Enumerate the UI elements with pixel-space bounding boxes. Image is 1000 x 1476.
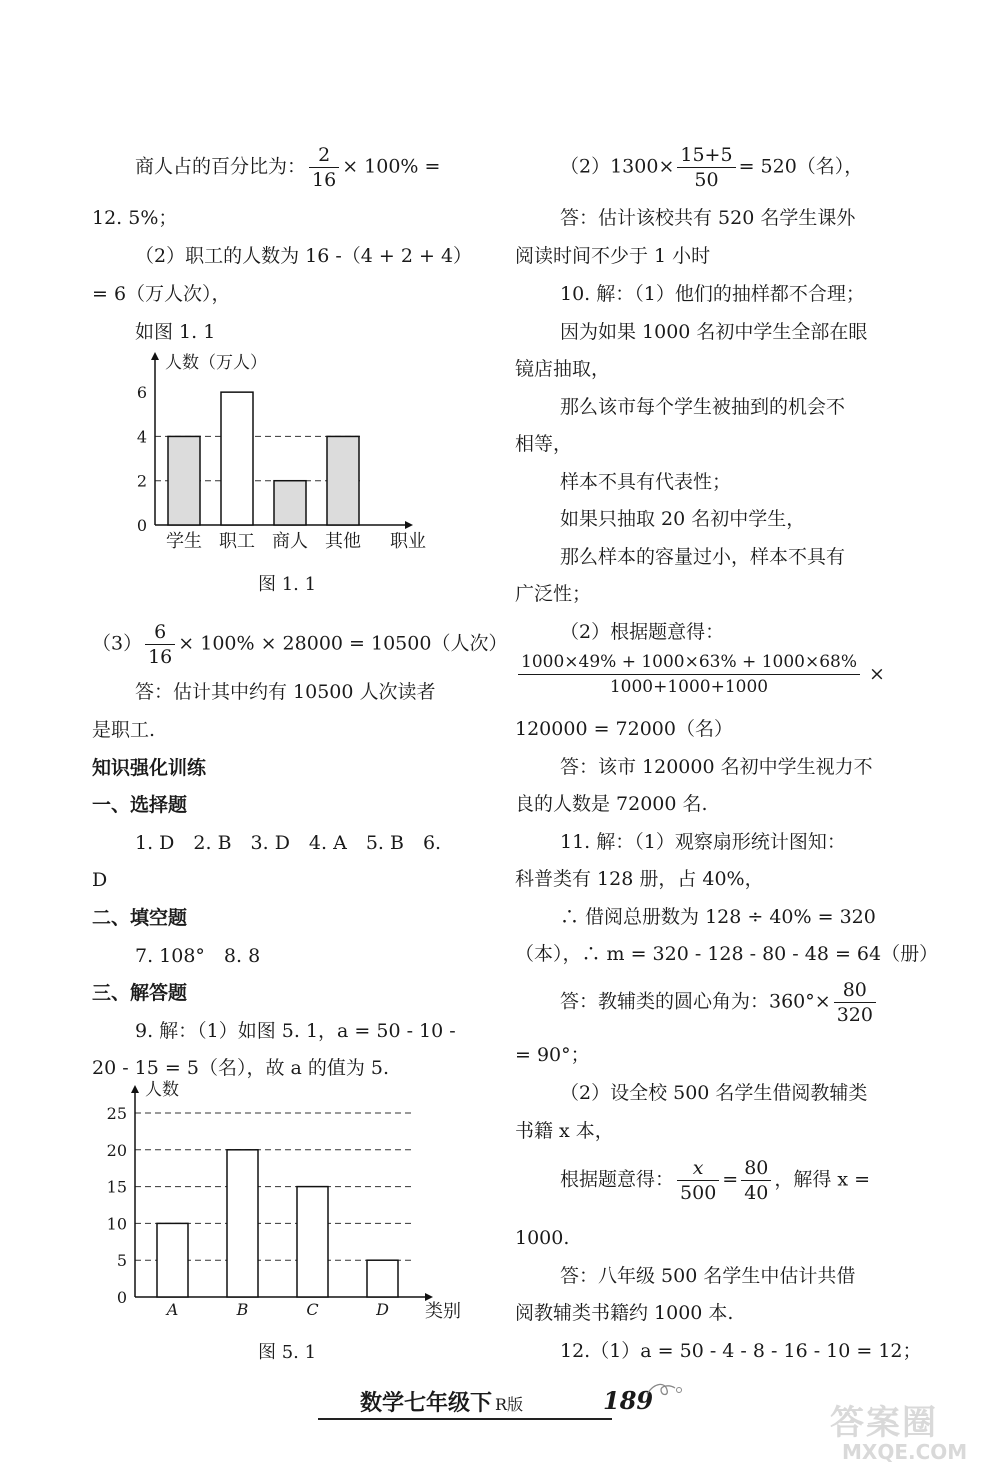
text-line: 20 - 15 = 5（名），故 a 的值为 5. [92,1057,390,1079]
text-line: 书籍 x 本， [515,1120,614,1142]
text-line: 广泛性； [515,583,592,605]
numerator: 80 [741,1156,771,1181]
text: × 100% = [342,155,441,178]
y-axis-label: 人数（万人） [165,353,267,373]
bar-其他 [327,436,359,525]
bar-chart-category [95,1075,485,1325]
text-line: （2）设全校 500 名学生借阅教辅类 [560,1082,868,1104]
line-worker-estimate [92,620,507,669]
bar-学生 [168,436,200,525]
line-central-angle [560,978,879,1027]
numerator: 1000×49% + 1000×63% + 1000×68% [518,650,860,675]
section-heading: 二、填空题 [92,907,188,929]
text-line: 10. 解：（1）他们的抽样都不合理； [560,283,865,305]
fraction [518,650,860,699]
edition-label: R版 [495,1395,524,1414]
y-tick-label: 5 [116,1251,127,1271]
text: = 520（名）， [738,155,864,178]
text-line: 相等， [515,433,573,455]
text-line: （本），∴ m = 320 - 128 - 80 - 48 = 64（册） [515,943,939,965]
text-line: 1. D 2. B 3. D 4. A 5. B 6. [135,832,442,854]
fraction [741,1156,771,1205]
text-line: 答：八年级 500 名学生中估计共借 [560,1265,856,1287]
x-axis-label: 职业 [390,531,426,552]
line-vision-fraction [515,650,885,699]
swirl-ornament-icon [645,1378,685,1400]
bar-职工 [221,392,253,525]
text-line: 答：该市 120000 名初中学生视力不 [560,756,873,778]
y-tick-label: 25 [106,1104,127,1123]
text-line: 样本不具有代表性； [560,471,732,493]
fraction [834,978,876,1027]
x-axis-arrow [425,1293,433,1301]
numerator: 15+5 [677,143,735,168]
text-line: 是职工. [92,719,156,741]
bar-B [227,1150,258,1297]
bar-A [157,1223,188,1297]
text: 商人占的百分比为： [135,155,307,178]
denominator: 320 [836,1004,873,1026]
figure-caption-5-1: 图 5. 1 [258,1342,317,1363]
text-line: 1000. [515,1227,570,1249]
page-number: 189 [603,1386,654,1415]
line-equation [560,1156,870,1205]
denominator: 500 [680,1182,717,1204]
y-tick-label: 2 [136,471,147,491]
y-axis-arrow [131,1085,139,1093]
text-line: 12.（1）a = 50 - 4 - 8 - 16 - 10 = 12； [560,1340,922,1362]
footer-book-title [360,1386,523,1417]
x-tick-label: A [166,1300,179,1319]
section-heading: 知识强化训练 [92,757,207,779]
text: ，解得 x = [774,1168,871,1191]
text-line: 答：估计其中约有 10500 人次读者 [135,681,436,703]
text-line: 11. 解：（1）观察扇形统计图知： [560,831,846,853]
watermark-url: MXQE.COM [842,1440,968,1464]
book-title: 数学七年级下 [360,1391,493,1416]
bar-D [367,1260,398,1297]
footer-rule [318,1418,612,1420]
fraction [309,143,339,192]
x-axis-arrow [405,521,413,529]
text-line: 如果只抽取 20 名初中学生， [560,508,806,530]
text: 答：教辅类的圆心角为：360°× [560,990,831,1013]
text-line: 良的人数是 72000 名. [515,793,708,815]
text-line: 9. 解：（1）如图 5. 1，a = 50 - 10 - [135,1020,456,1042]
denominator: 16 [148,646,173,668]
fraction [145,620,175,669]
text-line: D [92,869,108,891]
text-line: 7. 108° 8. 8 [135,945,261,967]
text-line: = 90°； [515,1044,590,1066]
x-tick-label: 学生 [166,531,202,552]
bar-商人 [274,481,306,525]
text-line: 答：估计该校共有 520 名学生课外 [560,207,856,229]
y-axis-arrow [151,352,159,360]
numerator: x [677,1156,719,1181]
numerator: 6 [145,620,175,645]
text-line: 那么该市每个学生被抽到的机会不 [560,396,846,418]
line-merchant-percent [135,143,440,192]
y-tick-label: 4 [136,427,147,447]
y-tick-label: 0 [136,516,147,535]
text: × [868,662,885,685]
figure-caption-1-1: 图 1. 1 [258,574,317,595]
x-tick-label: 其他 [325,531,361,552]
section-heading: 三、解答题 [92,982,188,1004]
denominator: 1000+1000+1000 [609,677,769,697]
y-tick-label: 6 [136,383,147,403]
text: （2）1300× [560,155,675,178]
text: 根据题意得： [560,1168,675,1191]
text-line: = 6（万人次）， [92,283,231,305]
text-line: 阅教辅类书籍约 1000 本. [515,1302,734,1324]
text-line: （2）职工的人数为 16 -（4 + 2 + 4） [135,245,473,267]
x-tick-label: 商人 [272,531,308,552]
text-line: ∴ 借阅总册数为 128 ÷ 40% = 320 [560,906,876,928]
x-tick-label: C [306,1300,319,1319]
bar-chart-occupation [110,345,450,560]
denominator: 40 [744,1182,769,1204]
text-line: 镜店抽取， [515,358,611,380]
bar-C [297,1187,328,1297]
y-tick-label: 15 [106,1177,127,1197]
text: = [722,1168,739,1191]
text: （3） [92,632,143,655]
x-tick-label: B [236,1300,249,1319]
denominator: 50 [694,169,719,191]
watermark-logo: 答案圈 [830,1403,938,1443]
section-heading: 一、选择题 [92,794,188,816]
text-line: （2）根据题意得： [560,621,725,643]
line-estimate-520 [560,143,863,192]
text: × 100% × 28000 = 10500（人次） [178,632,508,655]
x-axis-label: 类别 [425,1301,461,1322]
denominator: 16 [312,169,337,191]
y-tick-label: 20 [106,1140,127,1160]
text-line: 因为如果 1000 名初中学生全部在眼 [560,321,868,343]
y-axis-label: 人数 [145,1080,179,1100]
text-line: 那么样本的容量过小，样本不具有 [560,546,846,568]
text-line: 12. 5%； [92,207,178,229]
numerator: 80 [834,978,876,1003]
fraction [677,1156,719,1205]
y-tick-label: 0 [116,1288,127,1307]
y-tick-label: 10 [106,1214,127,1234]
fraction [677,143,735,192]
text-line: 120000 = 72000（名） [515,718,733,740]
text-line: 科普类有 128 册，占 40%， [515,868,764,890]
x-tick-label: D [376,1300,389,1319]
x-tick-label: 职工 [219,531,255,552]
text-line: 阅读时间不少于 1 小时 [515,245,711,267]
numerator: 2 [309,143,339,168]
text-line: 如图 1. 1 [135,321,216,343]
